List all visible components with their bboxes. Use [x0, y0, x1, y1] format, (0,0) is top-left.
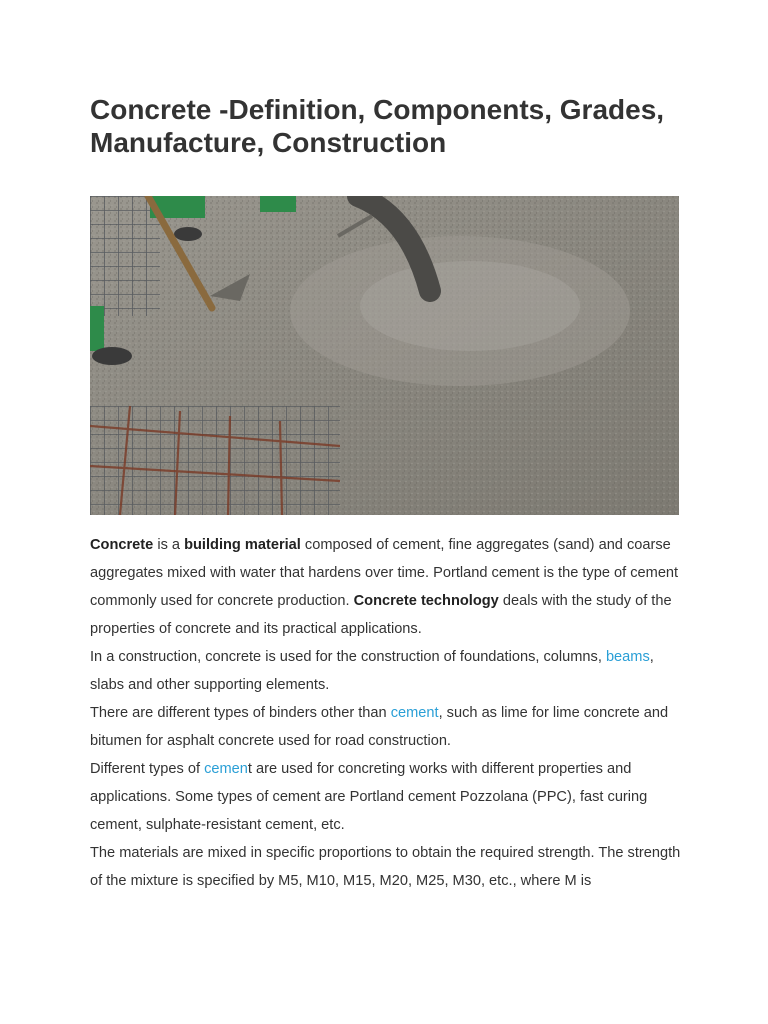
paragraph-text: deals with the study of the properties of concrete and its practical applications.: [90, 593, 672, 637]
paragraph-text: In a construction, concrete is used for the construction of foundations, columns,: [90, 649, 606, 665]
paragraph-text: composed of cement, fine aggregates (sand) and coarse aggregates mixed with water that hardens over time. Portland cement is the type of cement commonly used for concrete production.: [90, 537, 679, 609]
bold-term: Concrete: [90, 537, 154, 553]
paragraph-text: is a: [153, 537, 185, 553]
article-title: Concrete -Definition, Components, Grades, Manufacture, Construction: [90, 94, 665, 158]
paragraph-text: The materials are mixed in specific proportions to obtain the required strength. The strength of the mixture is specified by M5, M10, M15, M20, M25, M30, etc., where M is: [90, 845, 681, 889]
paragraph-text: , such as lime for lime concrete and bitumen for asphalt concrete used for road construction.: [90, 705, 669, 749]
inline-link[interactable]: cemen: [204, 761, 248, 777]
inline-link[interactable]: beams: [605, 649, 650, 665]
article-paragraph: [90, 839, 690, 895]
concrete-pouring-photo: [90, 196, 679, 515]
article-paragraph: [90, 755, 690, 839]
article-body: [90, 531, 690, 895]
article-paragraph: [90, 699, 690, 755]
bold-term: building material: [184, 537, 301, 553]
paragraph-text: There are different types of binders other than: [90, 705, 391, 721]
paragraph-text: t are used for concreting works with different properties and applications. Some types of cement are Portland cement Pozzolana (PPC), fast curing cement, sulphate-resistant cement, etc.: [90, 761, 648, 833]
paragraph-text: , slabs and other supporting elements.: [90, 649, 654, 693]
inline-link[interactable]: cement: [390, 705, 439, 721]
paragraph-text: Different types of: [90, 761, 205, 777]
article-paragraph: [90, 531, 690, 643]
bold-term: Concrete technology: [353, 593, 499, 609]
article-paragraph: [90, 643, 690, 699]
